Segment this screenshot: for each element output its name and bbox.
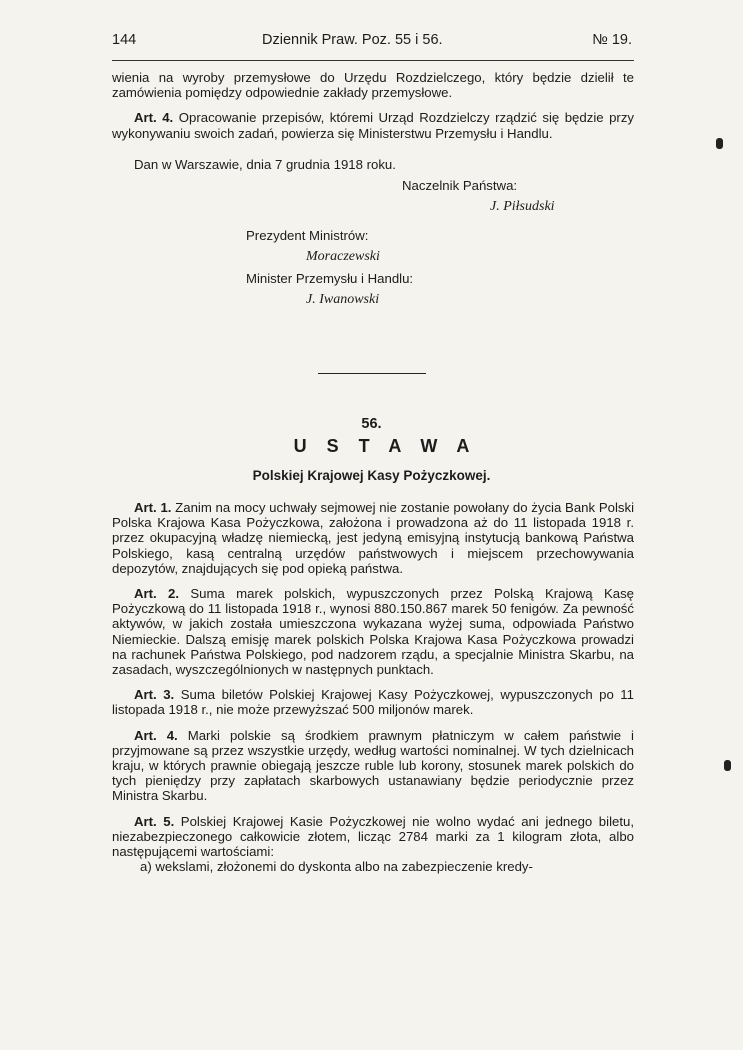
paragraph-continuation: wienia na wyroby przemysłowe do Urzędu Rozdzielczego, który będzie dzielił te zamówienia pomiędzy odpowiednie zakłady przemysłowe.: [112, 70, 634, 101]
article-paragraph: [112, 814, 634, 860]
section-number: 56.: [361, 416, 382, 432]
article-paragraph: [112, 687, 634, 717]
article-label: Art. 3.: [134, 687, 175, 703]
signatory-name: J. Iwanowski: [306, 292, 380, 308]
article-text: Suma biletów Polskiej Krajowej Kasy Pożyczkowej, wypuszczonych po 11 listopada 1918 r., nie może przewyższać 500 miljonów marek.: [112, 687, 635, 718]
binding-hole-mark: [724, 760, 731, 771]
article-paragraph: [112, 500, 634, 576]
signatory-name: Moraczewski: [306, 249, 380, 265]
law-title: USTAWA: [293, 436, 490, 456]
article-text: Marki polskie są środkiem prawnym płatniczym w całem państwie i przyjmowane są przez wszystkie urzędy, według wartości nominalnej. W tych dzielnicach kraju, w których prawnie obiegają jeszcze ruble lub korony, stosunek marek polskich do tych pieniędzy przy zapłatach skarbowych ustanawiany będzie periodycznie przez Ministra Skarbu.: [112, 727, 634, 804]
article-paragraph: [112, 728, 634, 804]
issue-number: № 19.: [592, 32, 632, 48]
article-label: Art. 4.: [134, 110, 174, 126]
article-text: Zanim na mocy uchwały sejmowej nie zostanie powołany do życia Bank Polski Polska Krajowa Kasa Pożyczkowa, założona i prowadzona aż do 11 listopada 1918 r. przez okupacyjną władzę niemiecką, jest jedyną emisyjną instytucją bankową Państwa Polskiego, kasą centralną urzędów państwowych i miejscem przechowywania depozytów, znajdujących się pod opieką państwa.: [112, 500, 635, 576]
page-header: [112, 32, 632, 52]
article-label: Art. 2.: [134, 586, 180, 602]
article-paragraph: [112, 110, 634, 140]
signatory-title: Prezydent Ministrów:: [246, 228, 369, 244]
list-item-a: a) wekslami, złożonemi do dyskonta albo na zabezpieczenie kredy-: [140, 859, 533, 875]
signatory-title: Naczelnik Państwa:: [402, 178, 518, 194]
article-text: Suma marek polskich, wypuszczonych przez Polską Krajową Kasę Pożyczkową do 11 listopada 1918 r., wynosi 880.150.867 marek 50 fenigów. Za pewność aktywów, w jakich została umieszczona wykazana wyżej suma, odpowiada Państwo Niemieckie. Dalszą emisję marek polskich Polska Krajowa Kasa Pożyczkowa prowadzi na rachunek Państwa Polskiego, pod nadzorem rządu, a specjalnie Ministra Skarbu, na zasadach, wyszczególnionych w następnych punktach.: [112, 586, 634, 678]
section-divider: [318, 373, 426, 374]
signatory-title: Minister Przemysłu i Handlu:: [246, 271, 414, 287]
signatory-name: J. Piłsudski: [490, 199, 555, 215]
binding-hole-mark: [716, 138, 723, 149]
previous-law-text: [112, 70, 634, 322]
article-paragraph: [112, 586, 634, 677]
article-text: Opracowanie przepisów, któremi Urząd Rozdzielczy rządzić się będzie przy wykonywaniu swoich zadań, powierza się Ministerstwu Przemysłu i Handlu.: [112, 110, 635, 141]
article-text: Polskiej Krajowej Kasie Pożyczkowej nie wolno wydać ani jednego biletu, niezabezpieczonego całkowicie złotem, licząc 2784 marki za 1 kilogram złota, albo następującemi wartościami:: [112, 813, 634, 860]
signature-block: [112, 172, 634, 322]
article-label: Art. 1.: [134, 500, 172, 515]
law-subtitle: Polskiej Krajowej Kasy Pożyczkowej.: [252, 468, 491, 483]
journal-title: Dziennik Praw. Poz. 55 i 56.: [262, 32, 443, 48]
page-number: 144: [112, 32, 137, 48]
header-rule: [112, 60, 634, 61]
law-articles: [112, 500, 634, 874]
article-label: Art. 5.: [134, 813, 175, 829]
article-label: Art. 4.: [134, 727, 178, 743]
dated-line: Dan w Warszawie, dnia 7 grudnia 1918 roku.: [134, 156, 396, 172]
